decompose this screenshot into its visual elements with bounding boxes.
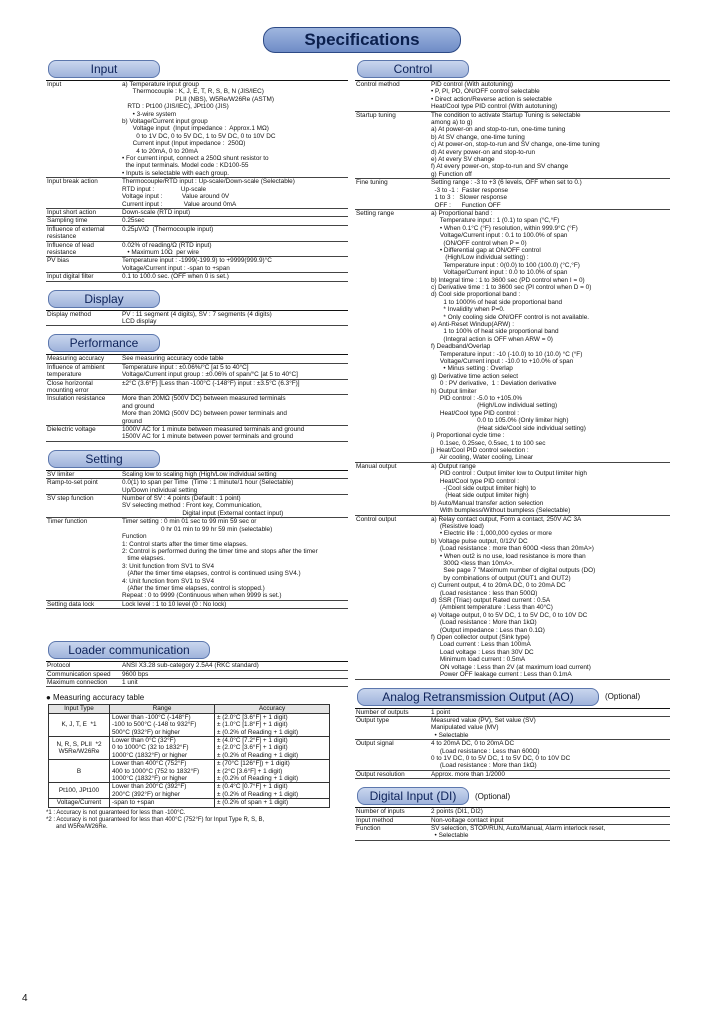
spec-value: Temperature input : -1999(-199.9) to +9999(999.9)°C Voltage/Current input : -span to +span (122, 257, 272, 272)
spec-label: Number of inputs (356, 808, 405, 816)
accuracy-cell-acc: ± (0.4°C [0.7°F] + 1 digit) ± (0.2% of Reading + 1 digit) (215, 783, 330, 799)
spec-row (355, 816, 670, 824)
spec-label: Control output (356, 515, 397, 523)
spec-label: Close horizontal mounting error (47, 379, 93, 394)
spec-value: a) Output range PID control : Output limiter low to Output limiter high Heat/Cool type PID control : -(Cool side output limiter high) to (Heat side output limiter high) b) Auto/Manual transfer action selection With bumpless/Without bumpless (Selectable) (431, 462, 587, 515)
accuracy-cell-type: Voltage/Current (49, 799, 110, 807)
spec-label: Input method (356, 816, 394, 824)
spec-value: The condition to activate Startup Tuning is selectable among a) to g) a) At power-on and stop-to-run, one-time tuning b) At SV change, one-time tuning c) At power-on, stop-to-run and SV change, one-time tuning d) At every power-on and stop-to-run e) At every SV change f) At every power-on, stop-to-run and SV change g) Function off (431, 111, 600, 178)
spec-value: PID control (With autotuning) • P, PI, PD, ON/OFF control selectable • Direct action/Reverse action is selectable Heat/Cool type PID control (With autotuning) (431, 81, 558, 111)
display-spec-table (46, 310, 348, 327)
spec-row (46, 479, 348, 495)
spec-row (46, 355, 348, 363)
spec-row (46, 670, 348, 678)
spec-value: See measuring accuracy code table (122, 355, 224, 363)
spec-value: 1000V AC for 1 minute between measured terminals and ground 1500V AC for 1 minute between power terminals and ground (122, 426, 305, 441)
spec-label: Measuring accuracy (47, 355, 105, 363)
spec-row (355, 515, 670, 679)
accuracy-row (49, 760, 330, 783)
spec-label: Influence of lead resistance (47, 241, 94, 256)
right-column (355, 58, 670, 841)
spec-value: a) Temperature input group Thermocouple : K, J, E, T, R, S, B, N (JIS/IEC) PLII (NBS), W5Re/W26Re (ASTM) RTD : Pt100 (JIS/IEC), JPt100 (JIS) • 3-wire system b) Voltage/Current input group Voltage input (Input impedance : Approx.1 MΩ) 0 to 1V DC, 0 to 5V DC, 1 to 5V DC, 0 to 10V DC Current input (Input impedance : 250Ω) 4 to 20mA, 0 to 20mA • For current input, connect a 250Ω shunt resistor to the input terminals. Model code : KD100-55 • Inputs is selectable with each group. (122, 81, 276, 177)
spec-value: 0.25sec (122, 217, 145, 225)
spec-label: Output type (356, 716, 390, 724)
section-heading-ao: Analog Retransmission Output (AO) (357, 688, 599, 706)
spec-label: Insulation resistance (47, 395, 106, 403)
spec-value: Thermocouple/RTD input : Up-scale/Down-scale (Selectable) RTD input : Up-scale Voltage input : Value around 0V Current input : Value around 0mA (122, 178, 295, 208)
accuracy-cell-range: -span to +span (110, 799, 215, 807)
spec-row (355, 770, 670, 778)
spec-value: 0.0(1) to span per Time (Time : 1 minute/1 hour (Selectable) Up/Down individual setting (122, 479, 294, 494)
accuracy-cell-acc: ± (70°C [126°F]) + 1 digit) ± (2°C [3.6°F] + 1 digit) ± (0.2% of Reading + 1 digit) (215, 760, 330, 783)
spec-label: Number of outputs (356, 708, 409, 716)
spec-label: Input short action (47, 208, 97, 216)
spec-value: Temperature input : ±0.06%/°C [at 5 to 40°C] Voltage/Current input group : ±0.06% of span/°C [at 5 to 40°C] (122, 363, 298, 379)
spec-value: Non-voltage contact input (431, 816, 504, 824)
spec-row (46, 178, 348, 209)
spec-value: 1 unit (122, 678, 138, 686)
spec-label: Display method (47, 310, 92, 318)
section-heading-control: Control (357, 60, 469, 78)
spec-label: Protocol (47, 662, 71, 670)
spec-label: Input (47, 81, 62, 88)
accuracy-cell-range: Lower than 400°C (752°F) 400 to 1000°C (752 to 1832°F) 1000°C (1832°F) or higher (110, 760, 215, 783)
section-heading-display: Display (48, 290, 160, 308)
spec-label: Input digital filter (47, 273, 94, 281)
spec-label: Startup tuning (356, 111, 396, 119)
spec-row (355, 209, 670, 462)
page-number: 4 (22, 993, 28, 1004)
spec-label: Ramp-to-set point (47, 479, 98, 487)
spec-value: More than 20MΩ (500V DC) between measured terminals and ground More than 20MΩ (500V DC) between power terminals and ground (122, 395, 287, 425)
spec-value: 0.1 to 100.0 sec. (OFF when 0 is set.) (122, 273, 229, 281)
spec-value: Scaling low to scaling high (High/Low individual setting (122, 470, 277, 478)
accuracy-row (49, 799, 330, 807)
spec-row (355, 81, 670, 112)
accuracy-cell-acc: ± (0.2% of span + 1 digit) (215, 799, 330, 807)
spec-value: ±2°C (3.6°F) [Less than -100°C (-148°F) input : ±3.5°C (6.3°F)] (122, 379, 300, 387)
accuracy-col-input-type: Input Type (49, 705, 110, 713)
accuracy-col-range: Range (110, 705, 215, 713)
spec-row (46, 273, 348, 281)
spec-label: Dielectric voltage (47, 426, 96, 434)
spec-label: PV bias (47, 257, 70, 265)
spec-value: Lock level : 1 to 10 level (0 : No lock) (122, 600, 227, 608)
accuracy-table-heading: ● Measuring accuracy table (46, 693, 145, 703)
spec-label: Setting data lock (47, 600, 95, 608)
spec-value: Measured value (PV), Set value (SV) Manipulated value (MV) • Selectable (431, 716, 536, 739)
spec-row (46, 518, 348, 600)
spec-value: ANSI X3.28 sub-category 2.5A4 (RKC standard) (122, 662, 259, 670)
accuracy-cell-type: K, J, T, E *1 (49, 713, 110, 736)
spec-row (355, 824, 670, 840)
spec-row (355, 716, 670, 739)
spec-row (46, 257, 348, 273)
di-optional-label: (Optional) (475, 791, 511, 801)
spec-row (355, 179, 670, 210)
spec-row (355, 808, 670, 816)
spec-value: Approx. more than 1/2000 (431, 770, 505, 778)
spec-label: Influence of external resistance (47, 225, 105, 241)
spec-row (46, 426, 348, 442)
page-title: Specifications (263, 27, 461, 53)
ao-spec-table (355, 708, 670, 780)
spec-label: Fine tuning (356, 179, 388, 187)
accuracy-cell-range: Lower than -100°C (-148°F) -100 to 500°C (-148 to 932°F) 500°C (932°F) or higher (110, 713, 215, 736)
spec-value: a) Proportional band : Temperature input : 1 (0.1) to span (°C,°F) • When 0.1°C (°F) resolution, within 999.9°C (°F) Voltage/Current input : 0.1 to 100.0% of span (ON/OFF control when P = 0) • Differential gap at ON/OFF control (High/Low individual setting) : Temperature input : 0(0.0) to 100 (100.0) (°C,°F) Voltage/Current input : 0.0 to 10.0% of span b) Integral time : 1 to 3600 sec (PD control when I = 0) c) Derivative time : 1 to 3600 sec (PI control when D = 0) d) Cool side proportional band : 1 to 1000% of heat side proportional band * Invalidity when P=0. * Only cooling side ON/OFF control is not available. e) Anti-Reset Windup(ARW) : 1 to 100% of heat side proportional band (Integral action is OFF when ARW = 0) f) Deadband/Overlap Temperature input : -10 (-10.0) to 10 (10.0) °C (°F) Voltage/Current input : -10.0 to +10.0% of span • Minus setting : Overlap g) Derivative time action select 0 : PV derivative, 1 : Deviation derivative h) Output limiter PID control : -5.0 to +105.0% (High/Low individual setting) Heat/Cool type PID control : 0.0 to 105.0% (Only limiter high) (Heat side/Cool side individual setting) i) Proportional cycle time : 0.1sec, 0.25sec, 0.5sec, 1 to 100 sec j) Heat/Cool PID control selection : Air cooling, Water cooling, Linear (431, 209, 592, 462)
spec-label: Maximum connection (47, 678, 108, 686)
accuracy-cell-type: B (49, 760, 110, 783)
section-heading-setting: Setting (48, 450, 160, 468)
spec-label: Setting range (356, 209, 395, 217)
spec-label: Manual output (356, 462, 397, 470)
spec-row (46, 363, 348, 379)
section-heading-di: Digital Input (DI) (357, 787, 469, 805)
spec-value: Number of SV : 4 points (Default : 1 point) SV selecting method : Front key, Communication, Digital input (External contact input) (122, 495, 284, 517)
spec-row (46, 208, 348, 216)
spec-value: 2 points (DI1, DI2) (431, 808, 483, 816)
accuracy-notes: *1 : Accuracy is not guaranteed for less than -100°C. *2 : Accuracy is not guaranteed for less than 400°C (752°F) for Input Type R, S, B, and W5Re/W26Re. (46, 809, 265, 830)
spec-label: Output signal (356, 740, 394, 748)
spec-value: SV selection, STOP/RUN, Auto/Manual, Alarm interlock reset, • Selectable (431, 824, 606, 840)
spec-value: 0.02% of reading/Ω (RTD input) • Maximum 10Ω per wire (122, 241, 212, 256)
section-heading-input: Input (48, 60, 160, 78)
section-heading-loader: Loader communication (48, 641, 210, 659)
spec-label: Input break action (47, 178, 98, 186)
accuracy-cell-type: Pt100, JPt100 (49, 783, 110, 799)
spec-row (46, 217, 348, 225)
spec-label: Timer function (47, 518, 88, 526)
accuracy-cell-acc: ± (4.0°C [7.2°F] + 1 digit) ± (2.0°C [3.6°F] + 1 digit) ± (0.2% of Reading + 1 digit) (215, 737, 330, 760)
spec-row (46, 495, 348, 518)
spec-row (46, 379, 348, 395)
accuracy-col-accuracy: Accuracy (215, 705, 330, 713)
spec-row (46, 241, 348, 257)
spec-value: 1 point (431, 708, 451, 716)
spec-row (355, 111, 670, 179)
control-spec-table (355, 80, 670, 680)
spec-row (46, 662, 348, 670)
accuracy-cell-acc: ± (2.0°C [3.6°F] + 1 digit) ± (1.0°C [1.8°F] + 1 digit) ± (0.2% of Reading + 1 digit) (215, 713, 330, 736)
spec-label: SV step function (47, 495, 94, 503)
spec-row (355, 708, 670, 716)
accuracy-cell-range: Lower than 200°C (392°F) 200°C (392°F) or higher (110, 783, 215, 799)
spec-label: Control method (356, 81, 400, 88)
spec-row (46, 81, 348, 178)
accuracy-row (49, 713, 330, 736)
spec-row (46, 678, 348, 686)
spec-value: 4 to 20mA DC, 0 to 20mA DC (Load resistance : Less than 600Ω) 0 to 1V DC, 0 to 5V DC, 1 to 5V DC, 0 to 10V DC (Load resistance : More than 1kΩ) (431, 740, 571, 770)
spec-value: PV : 11 segment (4 digits), SV : 7 segments (4 digits) LCD display (122, 310, 272, 325)
spec-value: 9600 bps (122, 670, 149, 678)
spec-row (46, 310, 348, 326)
ao-optional-label: (Optional) (605, 692, 641, 701)
spec-row (355, 462, 670, 515)
di-spec-table (355, 807, 670, 841)
spec-value: Setting range : -3 to +3 (6 levels, OFF when set to 0.) -3 to -1 : Faster response 1 to 3 : Slower response OFF : Function OFF (431, 179, 582, 209)
performance-spec-table (46, 354, 348, 441)
spec-label: Output resolution (356, 770, 405, 778)
section-heading-performance: Performance (48, 334, 160, 352)
spec-row (355, 740, 670, 771)
spec-row (46, 600, 348, 608)
spec-label: Function (356, 824, 381, 832)
accuracy-cell-range: Lower than 0°C (32°F) 0 to 1000°C (32 to 1832°F) 1000°C (1832°F) or higher (110, 737, 215, 760)
loader-spec-table (46, 661, 348, 687)
spec-label: Sampling time (47, 217, 88, 225)
spec-row (46, 225, 348, 241)
accuracy-cell-type: N, R, S, PLII *2 W5Re/W26Re (49, 737, 110, 760)
spec-value: Timer setting : 0 min 01 sec to 99 min 59 sec or 0 hr 01 min to 99 hr 59 min (selectable) Function 1: Control starts after the timer time elapses. 2: Control is performed during the timer time and stops after the timer time elapses. 3: Unit function from SV1 to SV4 (After the timer time elapses, control is continued using SV4.) 4: Unit function from SV1 to SV4 (After the timer time elapses, control is stopped.) Repeat : 0 to 9999 (Continuous when when 9999 is set.) (122, 518, 318, 600)
spec-value: 0.25μV/Ω (Thermocouple input) (122, 225, 214, 233)
input-spec-table (46, 80, 348, 282)
spec-value: a) Relay contact output, Form a contact, 250V AC 3A (Resistive load) • Electric life : 1,000,000 cycles or more b) Voltage pulse output, 0/12V DC (Load resistance : more than 600Ω <less than 20mA>) • When out2 is no use, load resistance is more than 300Ω <less than 10mA>. See page 7 "Maximum number of digital outputs (DO) by combinations of output (OUT1 and OUT2) c) Current output, 4 to 20mA DC, 0 to 20mA DC (Load resistance : less than 500Ω) d) SSR (Triac) output Rated current : 0.5A (Ambient temperature : Less than 40°C) e) Voltage output, 0 to 5V DC, 1 to 5V DC, 0 to 10V DC (Load resistance : More than 1kΩ) (Output impedance : Less than 0.1Ω) f) Open collector output (Sink type) Load current : Less than 100mA Load voltage : Less than 30V DC Minimum load current : 0.5mA ON voltage : Less than 2V (at maximum load current) Power OFF leakage current : Less than 0.1mA (431, 515, 596, 679)
spec-label: Communication speed (47, 670, 111, 678)
spec-row (46, 395, 348, 426)
accuracy-table (48, 704, 330, 807)
spec-value: Down-scale (RTD input) (122, 208, 191, 216)
spec-label: SV limiter (47, 470, 75, 478)
accuracy-row (49, 737, 330, 760)
accuracy-row (49, 783, 330, 799)
spec-label: Influence of ambient temperature (47, 363, 105, 379)
spec-row (46, 470, 348, 478)
left-column (46, 58, 348, 831)
setting-spec-table (46, 470, 348, 609)
